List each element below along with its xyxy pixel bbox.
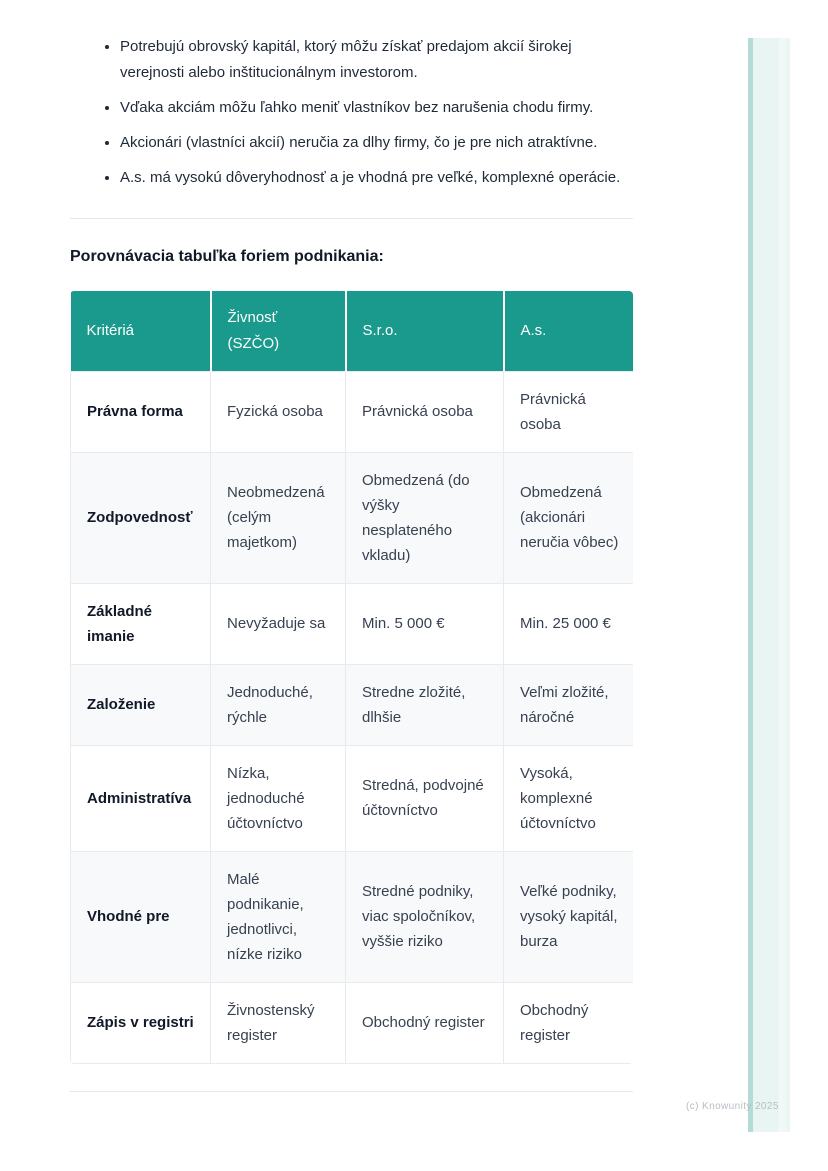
table-cell: Obchodný register <box>346 982 504 1063</box>
table-cell: Nevyžaduje sa <box>211 583 346 664</box>
table-cell: Jednoduché, rýchle <box>211 664 346 745</box>
bullet-item: • Potrebujú obrovský kapitál, ktorý môžu získať predajom akcií širokej verejnosti alebo inštitucionálnym investorom. <box>120 34 633 86</box>
table-row-vhodne-pre <box>71 851 634 982</box>
table-row-zodpovednost <box>71 452 634 583</box>
table-cell: Nízka, jednoduché účtovníctvo <box>211 745 346 851</box>
bullet-item: • Vďaka akciám môžu ľahko meniť vlastníkov bez narušenia chodu firmy. <box>120 95 633 121</box>
column-header-sro: S.r.o. <box>346 291 504 371</box>
row-label: Zápis v registri <box>71 982 211 1063</box>
section-heading: Porovnávacia tabuľka foriem podnikania: <box>70 248 384 265</box>
table-cell: Živnostenský register <box>211 982 346 1063</box>
table-cell: Stredne zložité, dlhšie <box>346 664 504 745</box>
table-cell: Obmedzená (akcionári neručia vôbec) <box>504 452 634 583</box>
table-cell: Veľké podniky, vysoký kapitál, burza <box>504 851 634 982</box>
row-label: Vhodné pre <box>71 851 211 982</box>
comparison-table-wrapper <box>70 291 633 1064</box>
table-cell: Veľmi zložité, náročné <box>504 664 634 745</box>
row-label: Založenie <box>71 664 211 745</box>
scrollbar[interactable] <box>748 38 790 1132</box>
table-cell: Právnická osoba <box>504 371 634 452</box>
table-row-zapis-v-registri <box>71 982 634 1063</box>
table-cell: Min. 25 000 € <box>504 583 634 664</box>
table-row-administrativa <box>71 745 634 851</box>
table-header-row <box>71 291 634 371</box>
bullet-list <box>70 34 633 191</box>
column-header-zivnost: Živnosť (SZČO) <box>211 291 346 371</box>
table-cell: Obmedzená (do výšky nesplateného vkladu) <box>346 452 504 583</box>
row-label: Základné imanie <box>71 583 211 664</box>
column-header-as: A.s. <box>504 291 634 371</box>
table-cell: Fyzická osoba <box>211 371 346 452</box>
row-label: Zodpovednosť <box>71 452 211 583</box>
section-divider <box>70 1091 633 1092</box>
table-cell: Stredná, podvojné účtovníctvo <box>346 745 504 851</box>
comparison-table <box>70 291 633 1064</box>
bullet-item: • Akcionári (vlastníci akcií) neručia za dlhy firmy, čo je pre nich atraktívne. <box>120 130 633 156</box>
table-cell: Obchodný register <box>504 982 634 1063</box>
row-label: Právna forma <box>71 371 211 452</box>
bullet-item: • A.s. má vysokú dôveryhodnosť a je vhodná pre veľké, komplexné operácie. <box>120 165 633 191</box>
row-label: Administratíva <box>71 745 211 851</box>
table-cell: Právnická osoba <box>346 371 504 452</box>
table-row-pravna-forma <box>71 371 634 452</box>
copyright-notice: (c) Knowunity 2025 <box>686 1101 779 1112</box>
table-cell: Neobmedzená (celým majetkom) <box>211 452 346 583</box>
table-cell: Vysoká, komplexné účtovníctvo <box>504 745 634 851</box>
scrollbar-edge-line <box>748 38 753 1132</box>
section-divider <box>70 218 633 219</box>
table-cell: Min. 5 000 € <box>346 583 504 664</box>
column-header-kriteria: Kritériá <box>71 291 211 371</box>
table-row-zakladne-imanie <box>71 583 634 664</box>
table-cell: Stredné podniky, viac spoločníkov, vyššie riziko <box>346 851 504 982</box>
document-content <box>70 34 633 1092</box>
table-row-zalozenie <box>71 664 634 745</box>
table-cell: Malé podnikanie, jednotlivci, nízke riziko <box>211 851 346 982</box>
